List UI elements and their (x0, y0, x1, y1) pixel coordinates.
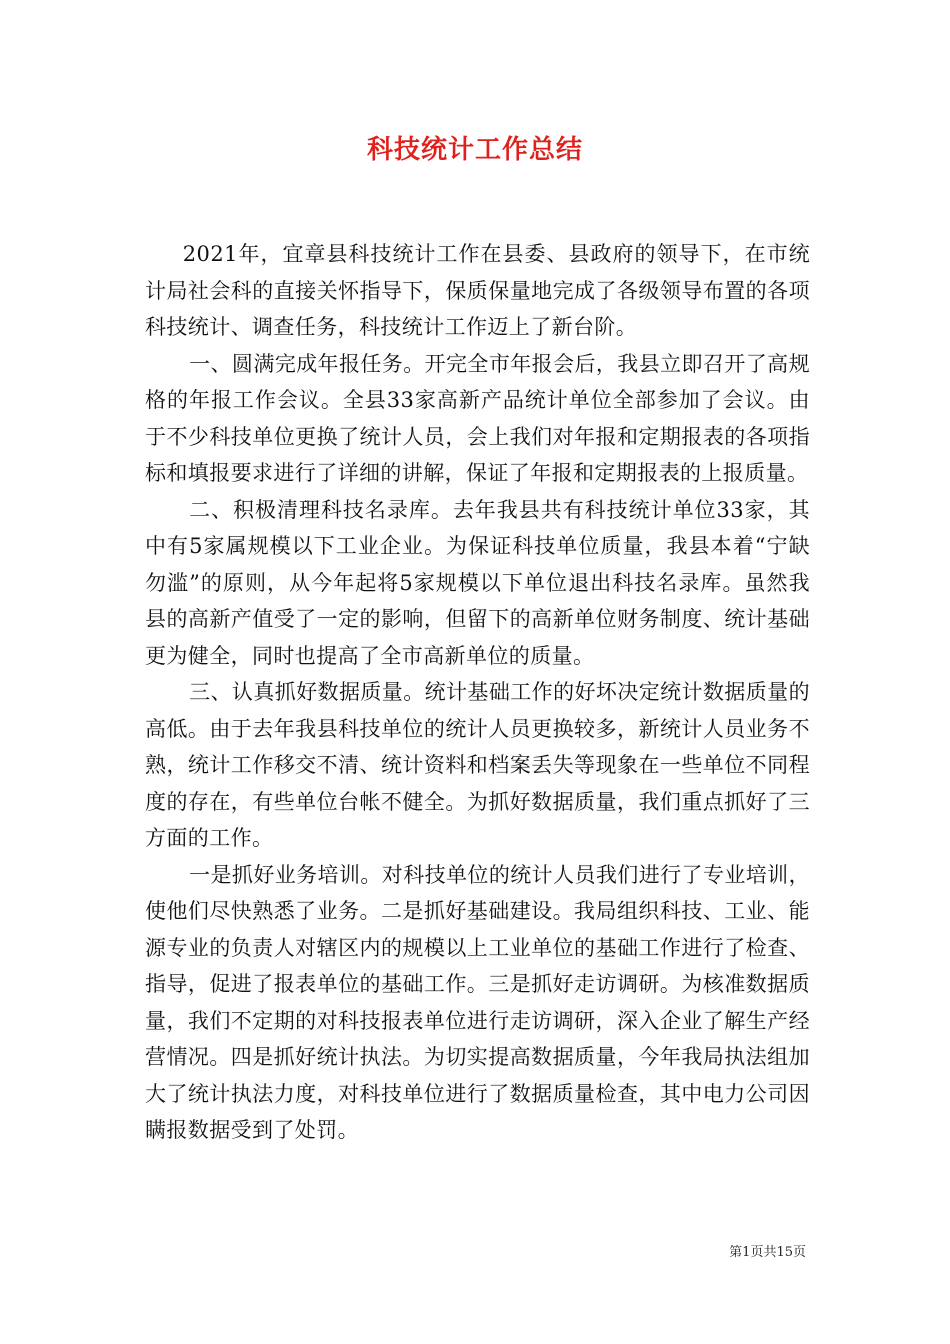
document-title: 科技统计工作总结 (366, 135, 583, 165)
paragraph-directory-cleanup: 二、积极清理科技名录库。去年我县共有科技统计单位33家，其中有5家属规模以下工业企业。为保证科技单位质量，我县本着“宁缺勿滥”的原则，从今年起将5家规模以下单位退出科技名录库。虽然我县的高新产值受了一定的影响，但留下的高新单位财务制度、统计基础更为健全，同时也提高了全市高新单位的质量。 (145, 497, 810, 668)
paragraph-data-quality: 三、认真抓好数据质量。统计基础工作的好坏决定统计数据质量的高低。由于去年我县科技单位的统计人员更换较多，新统计人员业务不熟，统计工作移交不清、统计资料和档案丢失等现象在一些单位不同程度的存在，有些单位台帐不健全。为抓好数据质量，我们重点抓好了三方面的工作。 (145, 680, 810, 850)
page-number: 第1页共15页 (729, 1245, 806, 1260)
paragraph-annual-report: 一、圆满完成年报任务。开完全市年报会后，我县立即召开了高规格的年报工作会议。全县33家高新产品统计单位全部参加了会议。由于不少科技单位更换了统计人员，会上我们对年报和定期报表的各项指标和填报要求进行了详细的讲解，保证了年报和定期报表的上报质量。 (145, 351, 810, 485)
document-body (145, 236, 810, 1149)
paragraph-intro: 2021年，宜章县科技统计工作在县委、县政府的领导下，在市统计局社会科的直接关怀指导下，保质保量地完成了各级领导布置的各项科技统计、调查任务，科技统计工作迈上了新台阶。 (145, 242, 810, 339)
paragraph-measures: 一是抓好业务培训。对科技单位的统计人员我们进行了专业培训，使他们尽快熟悉了业务。二是抓好基础建设。我局组织科技、工业、能源专业的负责人对辖区内的规模以上工业单位的基础工作进行了检查、指导，促进了报表单位的基础工作。三是抓好走访调研。为核准数据质量，我们不定期的对科技报表单位进行走访调研，深入企业了解生产经营情况。四是抓好统计执法。为切实提高数据质量，今年我局执法组加大了统计执法力度，对科技单位进行了数据质量检查，其中电力公司因瞒报数据受到了处罚。 (145, 862, 810, 1142)
